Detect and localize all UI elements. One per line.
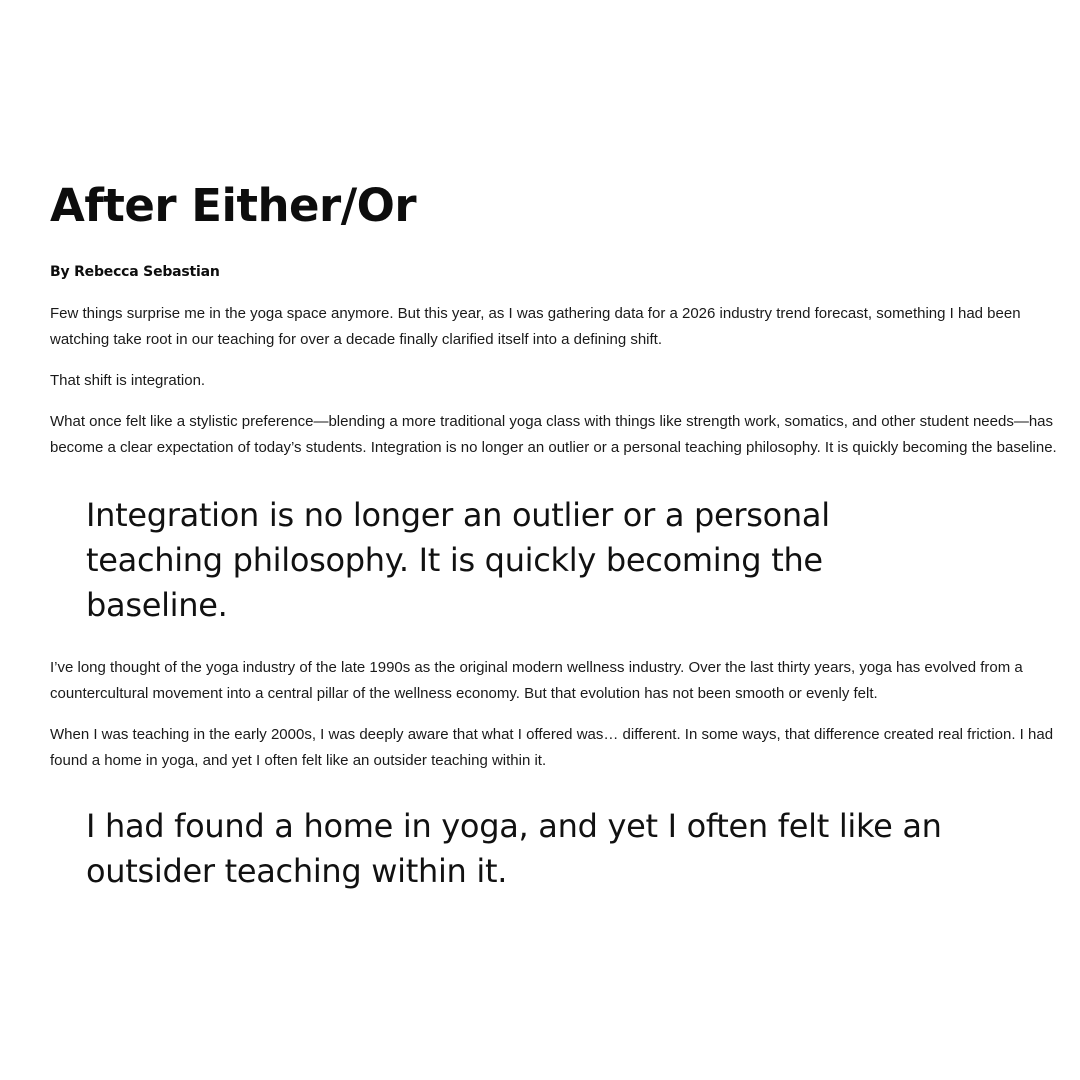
article-title: After Either/Or [50, 179, 417, 232]
article-paragraph-5: When I was teaching in the early 2000s, I was deeply aware that what I offered was… different. In some ways, that difference created real friction. I had found a home in yoga, and yet I often felt like an outsider teaching within it. [50, 726, 1054, 769]
article-paragraph-4: I’ve long thought of the yoga industry of the late 1990s as the original modern wellness industry. Over the last thirty years, yoga has evolved from a countercultural movement into a central pillar of the wellness economy. But that evolution has not been smooth or evenly felt. [50, 659, 1023, 702]
article [50, 180, 1065, 894]
pull-quote-1: Integration is no longer an outlier or a personal teaching philosophy. It is quickly becoming the baseline. [86, 496, 830, 624]
article-paragraph-1: Few things surprise me in the yoga space anymore. But this year, as I was gathering data for a 2026 industry trend forecast, something I had been watching take root in our teaching for over a decade finally clarified itself into a defining shift. [50, 305, 1021, 348]
article-paragraph-2: That shift is integration. [50, 372, 206, 389]
pull-quote-2: I had found a home in yoga, and yet I often felt like an outsider teaching within it. [86, 807, 942, 890]
article-paragraph-3: What once felt like a stylistic preference—blending a more traditional yoga class with things like strength work, somatics, and other student needs—has become a clear expectation of today’s students. Integration is no longer an outlier or a personal teaching philosophy. It is quickly becoming the baseline. [50, 413, 1057, 456]
article-byline: By Rebecca Sebastian [50, 264, 220, 280]
